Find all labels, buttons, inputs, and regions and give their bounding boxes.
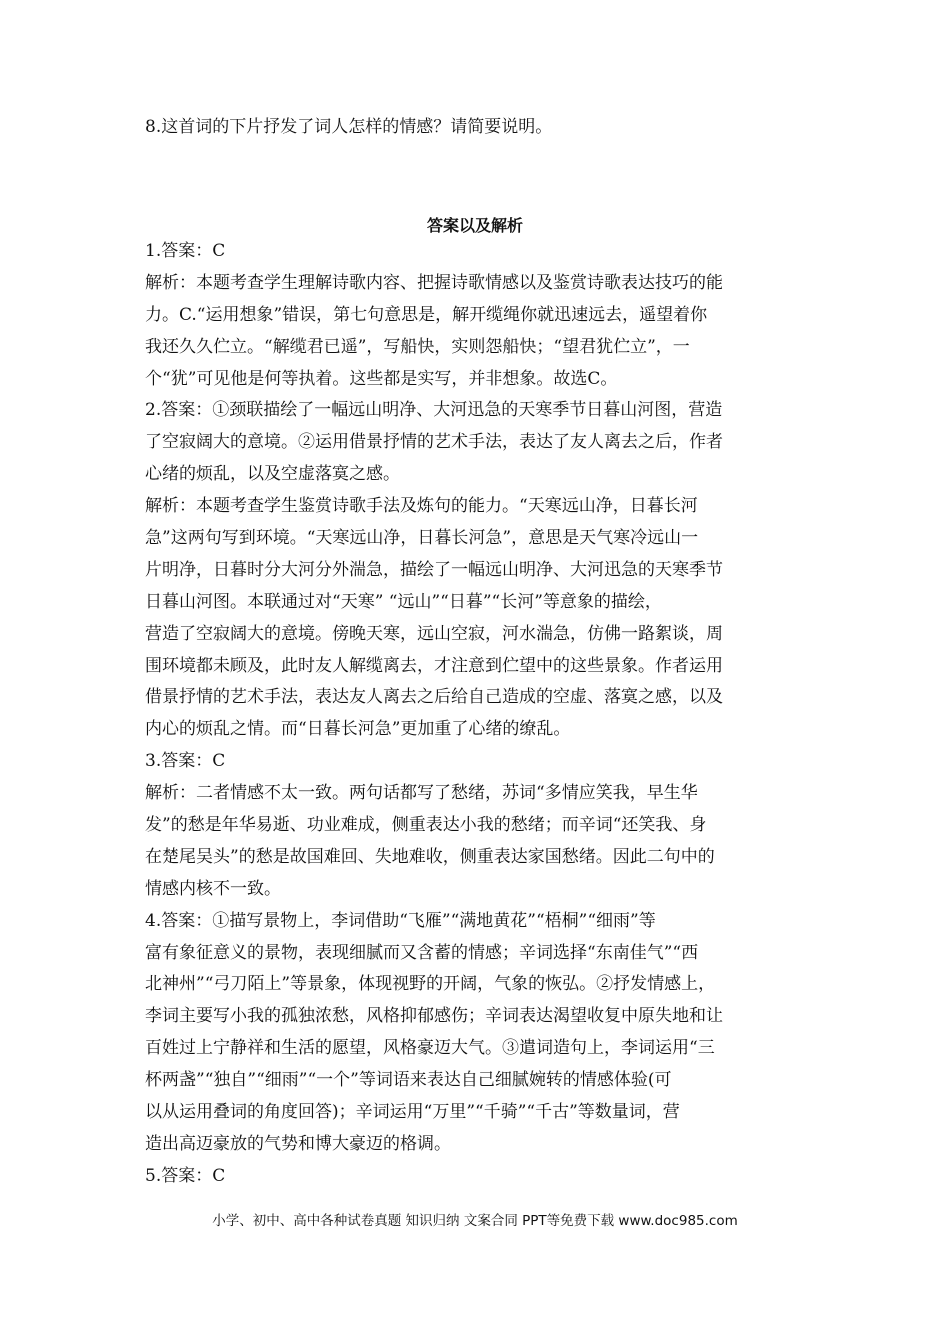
answer-line: 发”的愁是年华易逝、功业难成，侧重表达小我的愁绪；而辛词“还笑我、身 xyxy=(145,815,707,836)
answer-line: 富有象征意义的景物，表现细腻而又含蓄的情感；辛词选择“东南佳气”“西 xyxy=(145,942,699,963)
answer-line: 北神州”“弓刀陌上”等景象，体现视野的开阔，气象的恢弘。②抒发情感上， xyxy=(145,974,716,995)
answer-line: 我还久久伫立。“解缆君已遥”，写船快，实则怨船快；“望君犹伫立”，一 xyxy=(145,336,690,357)
answer-line: 急”这两句写到环境。“天寒远山净，日暮长河急”，意思是天气寒冷远山一 xyxy=(145,528,699,549)
answer-line: 4.答案：①描写景物上，李词借助“飞雁”“满地黄花”“梧桐”“细雨”等 xyxy=(145,910,656,931)
answer-line: 1.答案：C xyxy=(145,241,226,261)
answer-line: 解析：二者情感不太一致。两句话都写了愁绪，苏词“多情应笑我，早生华 xyxy=(145,783,698,804)
answer-line: 情感内核不一致。 xyxy=(145,878,281,899)
answer-line: 在楚尾吴头”的愁是故国难回、失地难收，侧重表达家国愁绪。因此二句中的 xyxy=(145,846,715,867)
answer-line: 3.答案：C xyxy=(145,751,226,772)
answer-line: 杯两盏”“独自”“细雨”“一个”等词语来表达自己细腻婉转的情感体验(可 xyxy=(145,1070,672,1091)
answer-line: 围环境都未顾及，此时友人解缆离去，才注意到伫望中的这些景象。作者运用 xyxy=(145,655,723,676)
answer-line: 心绪的烦乱，以及空虚落寞之感。 xyxy=(145,464,400,485)
answer-line: 李词主要写小我的孤独浓愁，风格抑郁感伤；辛词表达渴望收复中原失地和让 xyxy=(145,1006,723,1027)
answer-line: 片明净，日暮时分大河分外湍急，描绘了一幅远山明净、大河迅急的天寒季节 xyxy=(145,559,723,580)
answer-line: 造出高迈豪放的气势和博大豪迈的格调。 xyxy=(145,1133,451,1154)
page-footer: 小学、初中、高中各种试卷真题 知识归纳 文案合同 PPT等免费下载 www.doc985.com xyxy=(212,1213,738,1229)
answer-line: 2.答案：①颈联描绘了一幅远山明净、大河迅急的天寒季节日暮山河图，营造 xyxy=(145,400,723,421)
section-title: 答案以及解析 xyxy=(426,216,523,235)
answer-line: 内心的烦乱之情。而“日暮长河急”更加重了心绪的缭乱。 xyxy=(145,719,571,740)
answer-line: 营造了空寂阔大的意境。傍晚天寒，远山空寂，河水湍急，仿佛一路絮谈，周 xyxy=(145,623,723,644)
answer-line: 个“犹”可见他是何等执着。这些都是实写，并非想象。故选C。 xyxy=(145,368,618,389)
question-8: 8.这首词的下片抒发了词人怎样的情感？请简要说明。 xyxy=(145,117,553,137)
answer-line: 解析：本题考查学生理解诗歌内容、把握诗歌情感以及鉴赏诗歌表达技巧的能 xyxy=(145,272,723,293)
answer-line: 以从运用叠词的角度回答)；辛词运用“万里”“千骑”“千古”等数量词，营 xyxy=(145,1102,680,1123)
answer-line: 日暮山河图。本联通过对“天寒” “远山”“日暮”“长河”等意象的描绘， xyxy=(145,591,662,612)
answer-line: 解析：本题考查学生鉴赏诗歌手法及炼句的能力。“天寒远山净，日暮长河 xyxy=(145,496,698,517)
answer-line: 力。C.“运用想象”错误，第七句意思是，解开缆绳你就迅速远去，遥望着你 xyxy=(145,304,708,325)
answer-body xyxy=(145,236,810,1193)
answer-line: 5.答案：C xyxy=(145,1165,226,1186)
answer-line: 了空寂阔大的意境。②运用借景抒情的艺术手法，表达了友人离去之后，作者 xyxy=(145,432,723,453)
answer-line: 百姓过上宁静祥和生活的愿望，风格豪迈大气。③遣词造句上，李词运用“三 xyxy=(145,1038,715,1059)
answer-line: 借景抒情的艺术手法，表达友人离去之后给自己造成的空虚、落寞之感，以及 xyxy=(145,687,723,708)
